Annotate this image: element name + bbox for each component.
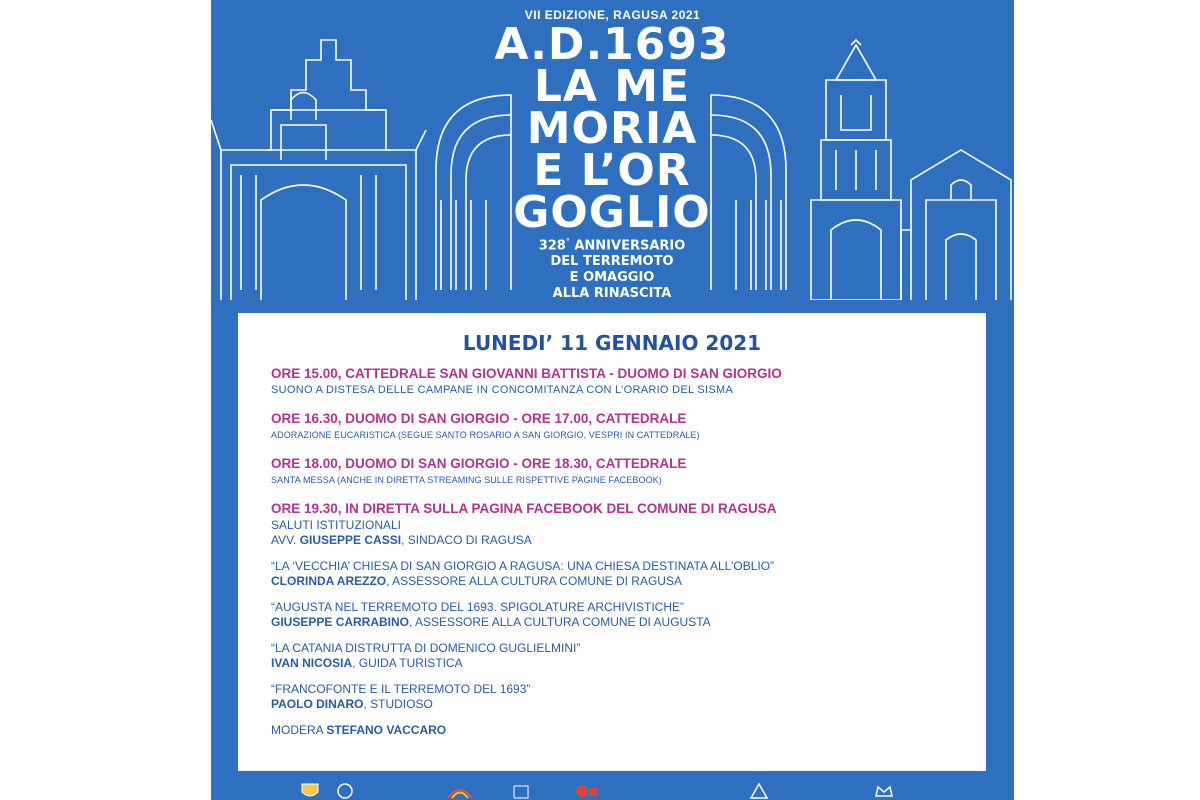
pyramid-icon bbox=[749, 782, 769, 800]
title-line: A.D.1693 bbox=[494, 19, 730, 70]
event-heading: ORE 16.30, DUOMO DI SAN GIORGIO - ORE 17.00, CATTEDRALE bbox=[271, 411, 687, 426]
subtitle-line: 328° ANNIVERSARIO bbox=[538, 237, 686, 254]
title-line: LA ME bbox=[533, 61, 691, 112]
sponsor-logos-strip bbox=[211, 776, 1014, 800]
event-item bbox=[271, 500, 971, 518]
event-date: LUNEDI’ 11 GENNAIO 2021 bbox=[462, 331, 762, 355]
event-poster bbox=[211, 0, 1014, 800]
event-heading: ORE 18.00, DUOMO DI SAN GIORGIO - ORE 18.30, CATTEDRALE bbox=[271, 456, 687, 471]
seal-icon bbox=[336, 782, 354, 800]
event-detail: SANTA MESSA (ANCHE IN DIRETTA STREAMING SULLE RISPETTIVE PAGINE FACEBOOK) bbox=[271, 475, 662, 485]
talk-speaker: CLORINDA AREZZO, ASSESSORE ALLA CULTURA COMUNE DI RAGUSA bbox=[271, 574, 682, 588]
talk-item bbox=[271, 600, 971, 630]
event-heading: ORE 19.30, IN DIRETTA SULLA PAGINA FACEBOOK DEL COMUNE DI RAGUSA bbox=[271, 501, 777, 516]
talk-title: “LA CATANIA DISTRUTTA DI DOMENICO GUGLIELMINI” bbox=[271, 641, 581, 655]
subtitle-line: ALLA RINASCITA bbox=[552, 286, 672, 302]
event-item bbox=[271, 410, 971, 442]
speaker-name: IVAN NICOSIA bbox=[271, 656, 353, 670]
moderator-line: MODERA STEFANO VACCARO bbox=[271, 723, 447, 737]
talk-item bbox=[271, 559, 971, 589]
moderator-name: STEFANO VACCARO bbox=[326, 723, 447, 737]
greetings-block bbox=[271, 518, 971, 548]
talk-speaker: GIUSEPPE CARRABINO, ASSESSORE ALLA CULTURA COMUNE DI AUGUSTA bbox=[271, 615, 711, 629]
speaker-name: GIUSEPPE CASSI bbox=[299, 533, 402, 547]
poster-title bbox=[487, 19, 737, 238]
subtitle-line: E OMAGGIO bbox=[569, 270, 655, 286]
event-item bbox=[271, 455, 971, 487]
event-detail: SUONO A DISTESA DELLE CAMPANE IN CONCOMITANZA CON L’ORARIO DEL SISMA bbox=[271, 384, 734, 396]
right-church-icon bbox=[901, 150, 1011, 300]
crest-icon bbox=[299, 782, 321, 800]
red-emblem-icon bbox=[573, 782, 599, 800]
greetings-label: SALUTI ISTITUZIONALI bbox=[271, 518, 402, 532]
rainbow-icon bbox=[446, 782, 474, 800]
speaker-name: PAOLO DINARO bbox=[271, 697, 364, 711]
poster-subtitle bbox=[487, 234, 737, 302]
bell-tower-icon bbox=[811, 40, 901, 300]
program-panel bbox=[238, 313, 986, 771]
talk-item bbox=[271, 641, 971, 671]
title-line: E L’OR bbox=[533, 145, 691, 196]
talk-speaker: PAOLO DINARO, STUDIOSO bbox=[271, 697, 433, 711]
talk-item bbox=[271, 682, 971, 712]
talk-title: “LA ‘VECCHIA’ CHIESA DI SAN GIORGIO A RAGUSA: UNA CHIESA DESTINATA ALL’OBLIO” bbox=[271, 559, 775, 573]
crown-icon bbox=[873, 782, 895, 800]
edition-label: VII EDIZIONE, RAGUSA 2021 bbox=[524, 8, 701, 22]
title-line: MORIA bbox=[526, 103, 698, 154]
subtitle-line: DEL TERREMOTO bbox=[550, 254, 674, 270]
left-church-icon bbox=[211, 40, 426, 300]
title-line: GOGLIO bbox=[513, 187, 711, 238]
event-detail: ADORAZIONE EUCARISTICA (SEGUE SANTO ROSARIO A SAN GIORGIO, VESPRI IN CATTEDRALE) bbox=[271, 430, 700, 440]
talk-title: “AUGUSTA NEL TERREMOTO DEL 1693. SPIGOLATURE ARCHIVISTICHE” bbox=[271, 600, 684, 614]
event-list bbox=[271, 365, 971, 738]
speaker-name: CLORINDA AREZZO bbox=[271, 574, 387, 588]
talk-title: “FRANCOFONTE E IL TERREMOTO DEL 1693” bbox=[271, 682, 531, 696]
event-item bbox=[271, 365, 971, 397]
greetings-speaker: AVV. GIUSEPPE CASSI, SINDACO DI RAGUSA bbox=[271, 533, 532, 547]
event-heading: ORE 15.00, CATTEDRALE SAN GIOVANNI BATTISTA - DUOMO DI SAN GIORGIO bbox=[271, 366, 782, 381]
heritage-icon bbox=[511, 782, 531, 800]
speaker-name: GIUSEPPE CARRABINO bbox=[271, 615, 410, 629]
talk-speaker: IVAN NICOSIA, GUIDA TURISTICA bbox=[271, 656, 463, 670]
